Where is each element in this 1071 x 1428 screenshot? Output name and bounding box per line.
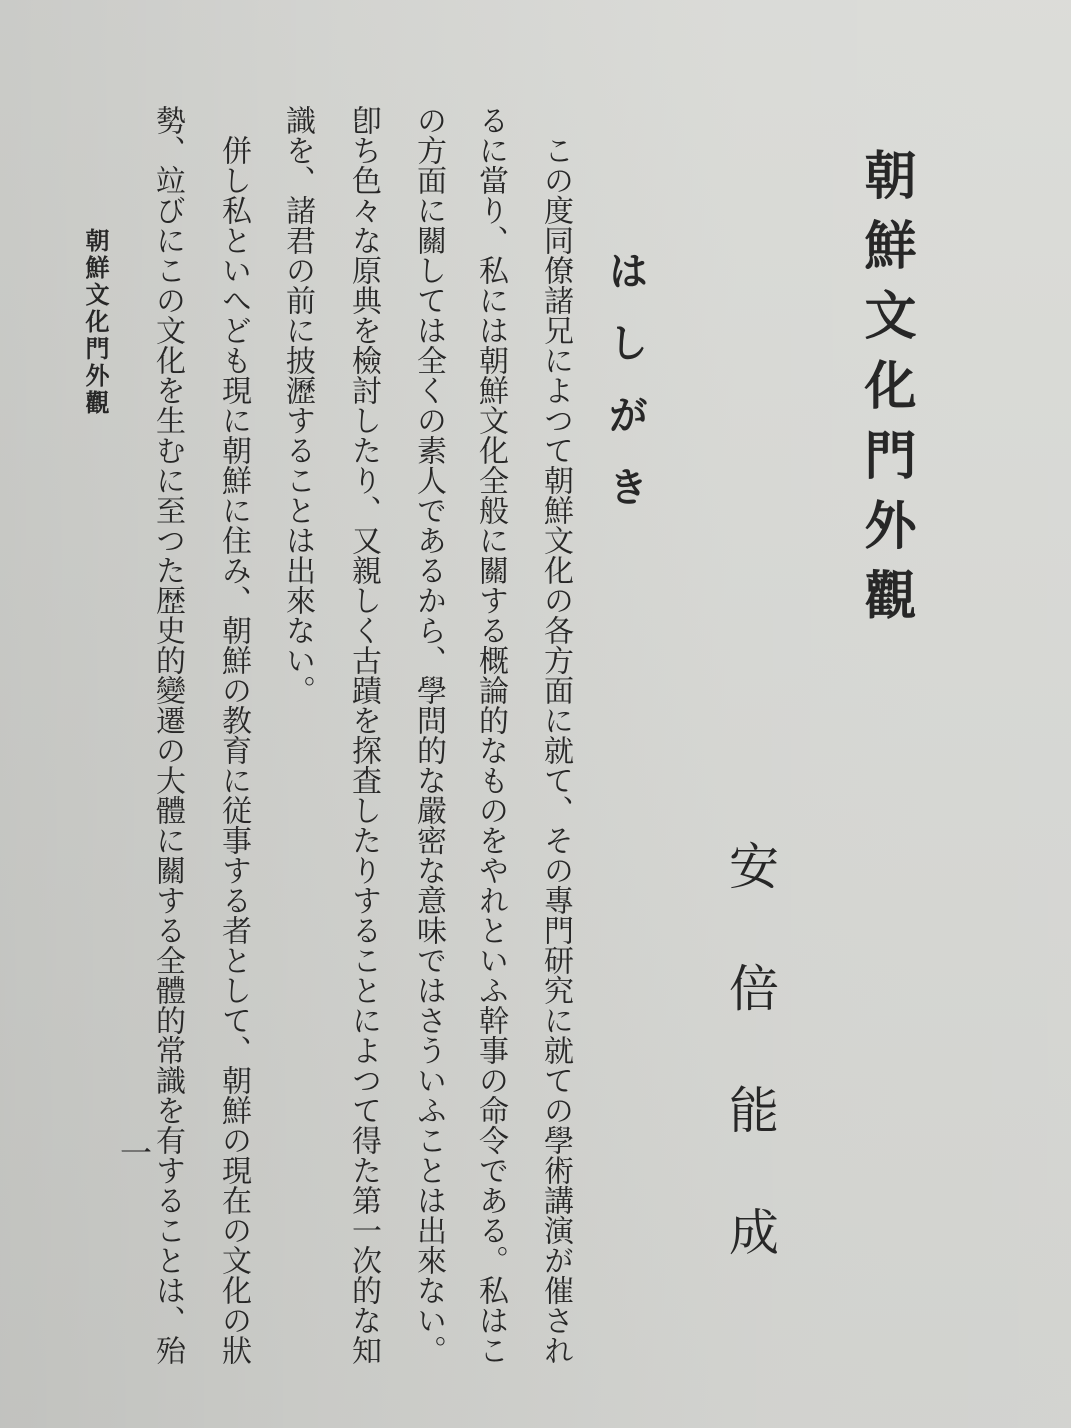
preface-line-4: 卽ち色々な原典を檢討したり、又親しく古蹟を探査したりすることによつて得た第一次的な知 — [346, 105, 381, 1365]
preface-line-6: 併し私といへども現に朝鮮に住み、朝鮮の教育に従事する者として、朝鮮の現在の文化の狀 — [216, 135, 251, 1365]
book-title: 朝鮮文化門外觀 — [855, 148, 916, 638]
preface-line-7: 勢、竝びにこの文化を生むに至つた歴史的變遷の大體に關する全體的常識を有することは、殆 — [150, 105, 185, 1365]
running-head: 朝鮮文化門外觀 — [81, 228, 110, 417]
author-name: 安倍能成 — [721, 840, 779, 1328]
preface-line-2: るに當り、私には朝鮮文化全般に關する概論的なものをやれといふ幹事の命令である。私はこ — [473, 105, 508, 1365]
preface-line-1: この度同僚諸兄によつて朝鮮文化の各方面に就て、その專門研究に就ての學術講演が催され — [538, 135, 573, 1365]
section-heading: はしがき — [602, 250, 648, 538]
preface-line-5: 識を、諸君の前に披瀝することは出來ない。 — [280, 105, 315, 705]
page-number: 一 — [115, 1136, 153, 1168]
preface-line-3: の方面に關しては全くの素人であるから、學問的な嚴密な意味ではさういふことは出來ない。 — [411, 105, 446, 1365]
